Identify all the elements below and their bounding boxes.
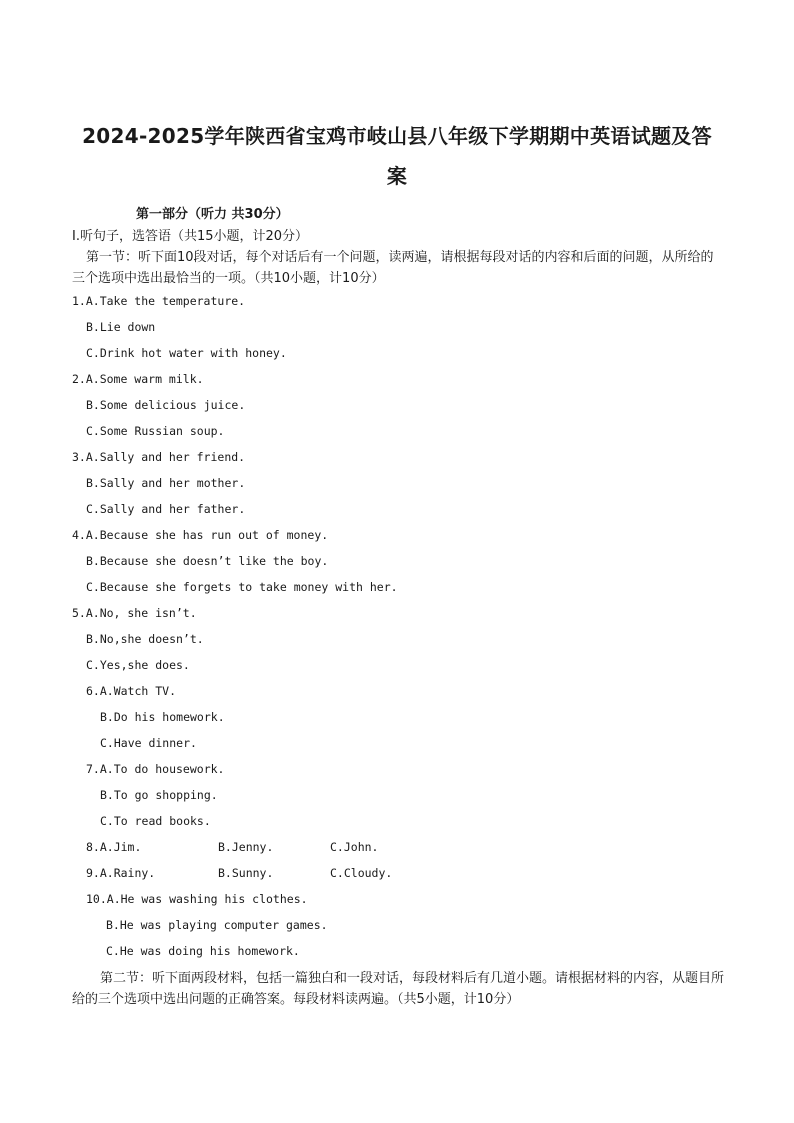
q5-option-a: 5.A.No, she isn’t. [72, 606, 197, 620]
q8-option-b: B.Jenny. [218, 840, 274, 854]
q3-option-b: B.Sally and her mother. [86, 476, 246, 490]
title-line-2: 案 [386, 164, 408, 188]
q3-option-a: 3.A.Sally and her friend. [72, 450, 246, 464]
q6-option-a: 6.A.Watch TV. [86, 684, 177, 698]
section1-heading: I.听句子，选答语（共15小题，计20分） [72, 229, 309, 244]
q9-option-c: C.Cloudy. [330, 866, 393, 880]
q4-option-c: C.Because she forgets to take money with her. [86, 580, 398, 594]
part1-heading: 第一部分（听力 共30分） [136, 207, 289, 222]
q6-option-b: B.Do his homework. [100, 710, 225, 724]
document-title [60, 116, 734, 196]
q4-option-a: 4.A.Because she has run out of money. [72, 528, 329, 542]
q2-option-a: 2.A.Some warm milk. [72, 372, 204, 386]
title-line-1: 2024-2025学年陕西省宝鸡市岐山县八年级下学期期中英语试题及答 [82, 124, 712, 148]
q2-option-b: B.Some delicious juice. [86, 398, 246, 412]
q4-option-b: B.Because she doesn’t like the boy. [86, 554, 329, 568]
q10-option-b: B.He was playing computer games. [106, 918, 328, 932]
q3-option-c: C.Sally and her father. [86, 502, 246, 516]
q1-option-b: B.Lie down [86, 320, 156, 334]
section2-instructions: 第二节：听下面两段材料，包括一篇独白和一段对话，每段材料后有几道小题。请根据材料的内容，从题目所给的三个选项中选出问题的正确答案。每段材料读两遍。（共5小题，计10分） [72, 971, 725, 1007]
q8-option-c: C.John. [330, 840, 379, 854]
q10-option-c: C.He was doing his homework. [106, 944, 300, 958]
q5-option-b: B.No,she doesn’t. [86, 632, 204, 646]
q7-option-a: 7.A.To do housework. [86, 762, 225, 776]
q2-option-c: C.Some Russian soup. [86, 424, 225, 438]
q8-option-a: 8.A.Jim. [86, 840, 142, 854]
q9-option-b: B.Sunny. [218, 866, 274, 880]
q7-option-b: B.To go shopping. [100, 788, 218, 802]
q5-option-c: C.Yes,she does. [86, 658, 190, 672]
q10-option-a: 10.A.He was washing his clothes. [86, 892, 308, 906]
q1-option-a: 1.A.Take the temperature. [72, 294, 246, 308]
q1-option-c: C.Drink hot water with honey. [86, 346, 287, 360]
q7-option-c: C.To read books. [100, 814, 211, 828]
section1-instructions: 第一节：听下面10段对话，每个对话后有一个问题，读两遍，请根据每段对话的内容和后面的问题，从所给的三个选项中选出最恰当的一项。（共10小题，计10分） [72, 250, 714, 286]
q6-option-c: C.Have dinner. [100, 736, 197, 750]
q9-option-a: 9.A.Rainy. [86, 866, 156, 880]
